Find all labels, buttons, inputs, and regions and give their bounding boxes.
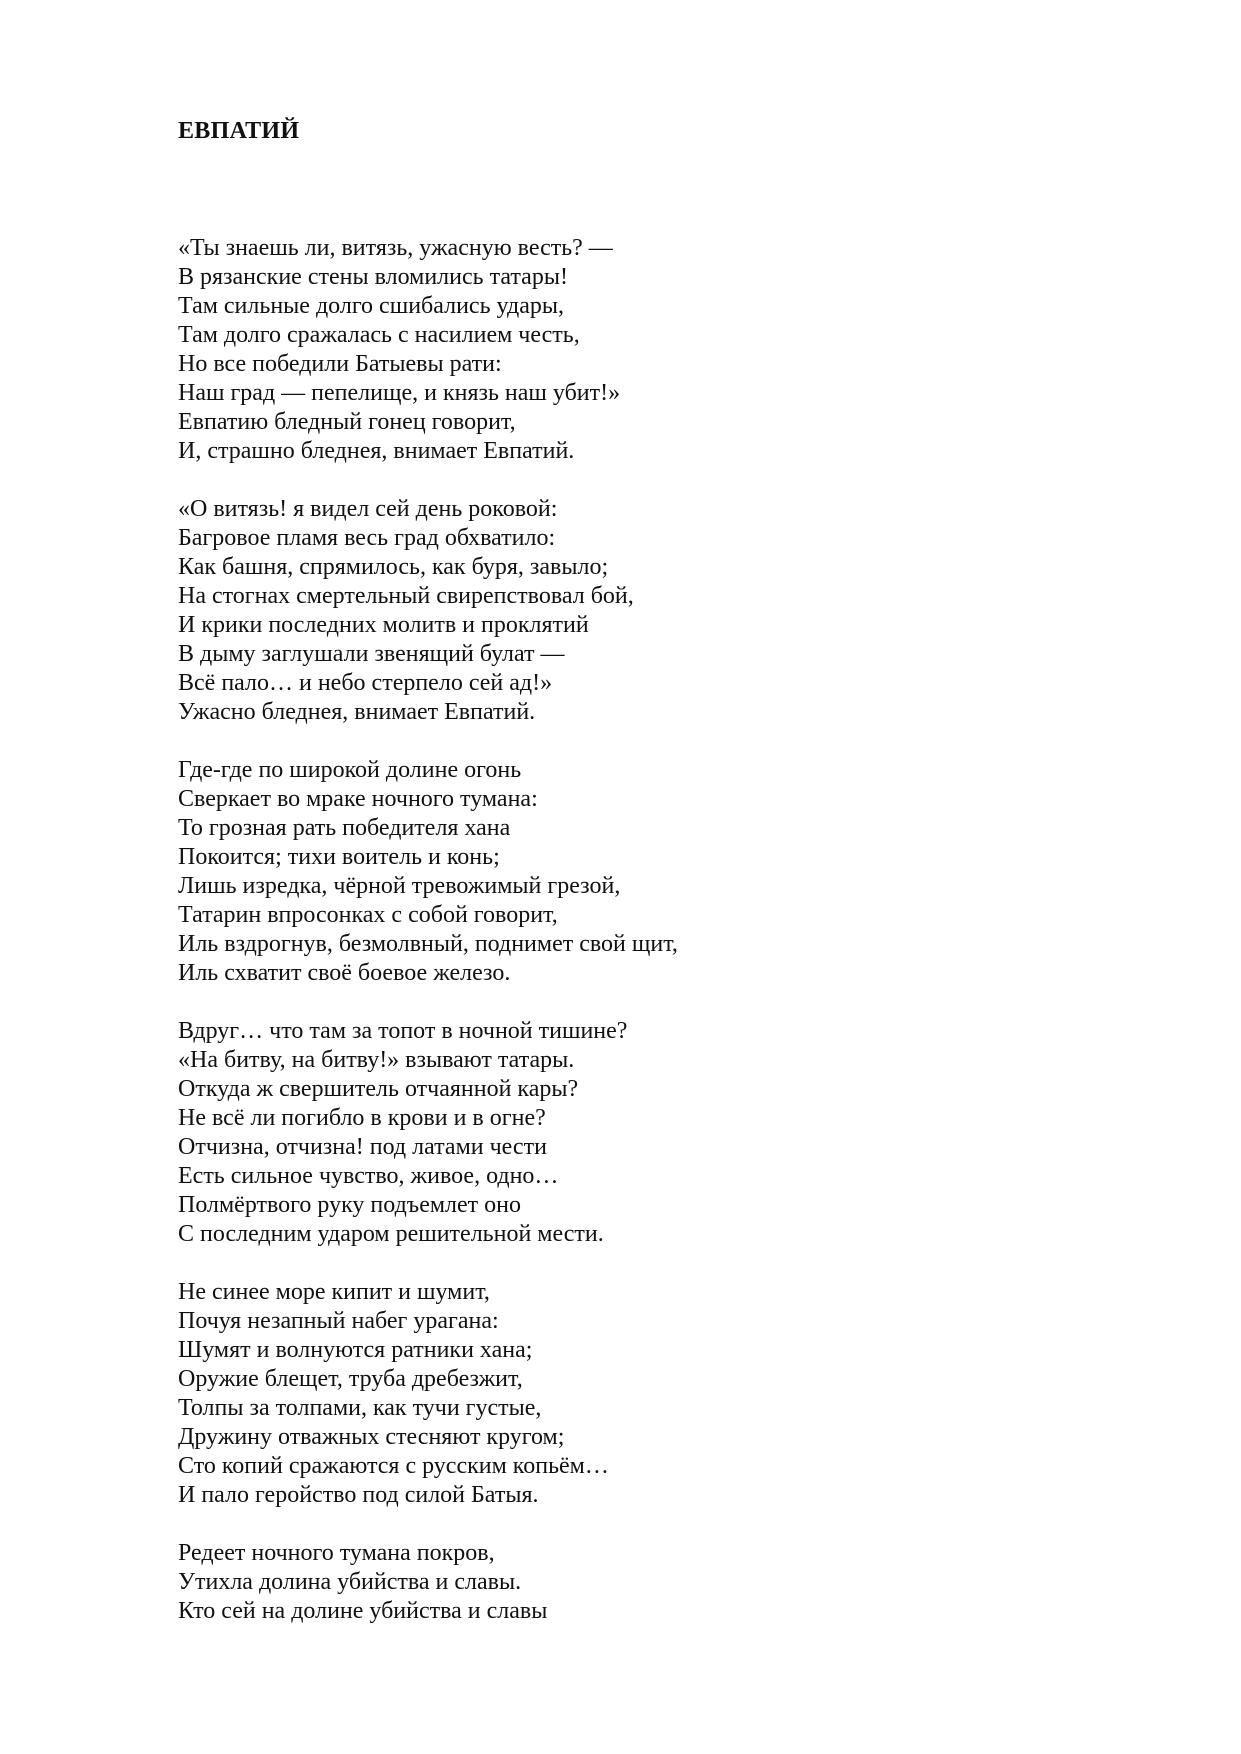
poem-line: Покоится; тихи воитель и конь; xyxy=(178,844,500,870)
stanza xyxy=(178,1539,1178,1626)
poem-line: Дружину отважных стесняют кругом; xyxy=(178,1424,565,1450)
poem-line: В рязанские стены вломились татары! xyxy=(178,264,568,290)
poem-line: Евпатию бледный гонец говорит, xyxy=(178,409,516,435)
poem-line: Почуя незапный набег урагана: xyxy=(178,1308,499,1334)
poem-line: На стогнах смертельный свирепствовал бой, xyxy=(178,583,634,609)
stanza xyxy=(178,495,1178,727)
poem-line: Кто сей на долине убийства и славы xyxy=(178,1598,548,1624)
poem-line: Лишь изредка, чёрной тревожимый грезой, xyxy=(178,873,621,899)
poem-line: Где-где по широкой долине огонь xyxy=(178,757,522,783)
poem-line: Сверкает во мраке ночного тумана: xyxy=(178,786,538,812)
stanza xyxy=(178,1278,1178,1510)
poem-line: Есть сильное чувство, живое, одно… xyxy=(178,1163,559,1189)
poem-line: Не всё ли погибло в крови и в огне? xyxy=(178,1105,546,1131)
poem-line: «О витязь! я видел сей день роковой: xyxy=(178,496,558,522)
stanza xyxy=(178,756,1178,988)
poem-line: Утихла долина убийства и славы. xyxy=(178,1569,522,1595)
poem-line: Как башня, спрямилось, как буря, завыло; xyxy=(178,554,609,580)
poem-line: Багровое пламя весь град обхватило: xyxy=(178,525,556,551)
poem-line: Иль схватит своё боевое железо. xyxy=(178,960,511,986)
poem-line: «Ты знаешь ли, витязь, ужасную весть? — xyxy=(178,235,613,261)
poem-line: Полмёртвого руку подъемлет оно xyxy=(178,1192,521,1218)
poem-line: С последним ударом решительной мести. xyxy=(178,1221,604,1247)
stanza xyxy=(178,234,1178,466)
poem-line: Толпы за толпами, как тучи густые, xyxy=(178,1395,542,1421)
poem-line: Откуда ж свершитель отчаянной кары? xyxy=(178,1076,579,1102)
poem-title: ЕВПАТИЙ xyxy=(178,118,300,144)
poem-line: И пало геройство под силой Батыя. xyxy=(178,1482,539,1508)
poem-line: Оружие блещет, труба дребезжит, xyxy=(178,1366,523,1392)
poem-line: Там долго сражалась с насилием честь, xyxy=(178,322,580,348)
poem-line: Всё пало… и небо стерпело сей ад!» xyxy=(178,670,553,696)
poem-line: Редеет ночного тумана покров, xyxy=(178,1540,495,1566)
poem-line: И крики последних молитв и проклятий xyxy=(178,612,589,638)
poem-line: Не синее море кипит и шумит, xyxy=(178,1279,490,1305)
poem-line: Татарин впросонках с собой говорит, xyxy=(178,902,558,928)
poem-line: Сто копий сражаются с русским копьём… xyxy=(178,1453,609,1479)
poem-line: Шумят и волнуются ратники хана; xyxy=(178,1337,533,1363)
stanza xyxy=(178,1017,1178,1249)
poem-line: Наш град — пепелище, и князь наш убит!» xyxy=(178,380,621,406)
poem-line: И, страшно бледнея, внимает Евпатий. xyxy=(178,438,575,464)
poem-line: Вдруг… что там за топот в ночной тишине? xyxy=(178,1018,628,1044)
poem-line: Отчизна, отчизна! под латами чести xyxy=(178,1134,547,1160)
poem-line: Ужасно бледнея, внимает Евпатий. xyxy=(178,699,536,725)
poem-line: «На битву, на битву!» взывают татары. xyxy=(178,1047,575,1073)
poem-line: Иль вздрогнув, безмолвный, поднимет свой щит, xyxy=(178,931,678,957)
poem-line: То грозная рать победителя хана xyxy=(178,815,511,841)
poem-line: В дыму заглушали звенящий булат — xyxy=(178,641,565,667)
poem-line: Там сильные долго сшибались удары, xyxy=(178,293,565,319)
poem-body xyxy=(178,234,1178,1655)
poem-line: Но все победили Батыевы рати: xyxy=(178,351,502,377)
